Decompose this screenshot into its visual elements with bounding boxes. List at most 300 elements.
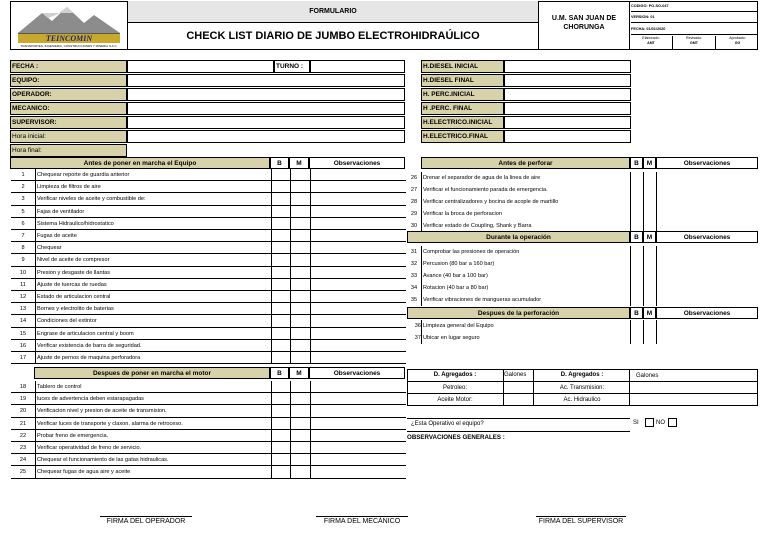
col-m-header: M (643, 231, 656, 243)
h-diesel-final-label: H.DIESEL FINAL (421, 74, 504, 87)
item-b-check[interactable] (630, 294, 643, 306)
item-number: 32 (410, 261, 418, 267)
approval-revisado (673, 36, 716, 49)
list-item (407, 196, 758, 208)
hora-final-label: Hora final: (10, 144, 127, 157)
item-observation[interactable] (310, 393, 406, 404)
item-number: 30 (410, 223, 418, 229)
item-observation[interactable] (310, 328, 406, 339)
agregado-petroleo-value[interactable] (504, 382, 534, 394)
elaborado-value: AMT (647, 41, 655, 45)
fecha-field[interactable] (127, 60, 274, 73)
item-text: Verificar vibraciones de mangueras acumulador (421, 294, 630, 306)
col-b-header: B (270, 157, 289, 169)
formulario-label: FORMULARIO (128, 1, 538, 23)
item-m-check[interactable] (643, 246, 656, 258)
signature-mecanico-label: FIRMA DEL MECÁNICO (323, 518, 401, 525)
item-number: 14 (19, 318, 27, 325)
col-m-header: M (643, 307, 656, 319)
item-m-check[interactable] (643, 172, 656, 184)
item-number: 22 (19, 432, 27, 439)
item-observation[interactable] (310, 291, 406, 302)
item-text: luces de advertencia deben estarapagadas (35, 393, 271, 404)
item-m-check[interactable] (290, 454, 310, 465)
list-item (11, 405, 406, 417)
item-observation[interactable] (656, 172, 758, 184)
agregado-hidraulico-value[interactable] (630, 394, 758, 406)
h-electrico-final-field[interactable] (504, 130, 631, 143)
item-text: Fajas de ventilador (35, 206, 271, 217)
si-checkbox[interactable] (645, 418, 654, 427)
item-b-check[interactable] (630, 184, 643, 196)
item-number: 29 (410, 211, 418, 217)
h-diesel-inicial-label: H.DIESEL INICIAL (421, 60, 504, 73)
item-observation[interactable] (310, 230, 406, 241)
list-item (407, 258, 758, 270)
item-m-check[interactable] (290, 393, 310, 404)
item-observation[interactable] (310, 218, 406, 229)
item-b-check[interactable] (271, 267, 290, 278)
unit-name (539, 14, 629, 32)
agregado-hidraulico-label: Ac. Hidraulico (563, 397, 601, 403)
observaciones-generales-label: OBSERVACIONES GENERALES : (407, 431, 630, 442)
item-m-check[interactable] (290, 254, 310, 265)
agregados-header-right: D. Agregados : (534, 369, 630, 382)
item-b-check[interactable] (630, 196, 643, 208)
list-item (11, 230, 406, 242)
list-item (11, 418, 406, 430)
item-text: Verificar operatividad de freno de servicio. (35, 442, 271, 453)
item-number: 1 (21, 172, 25, 178)
item-number: 31 (410, 249, 418, 255)
col-m-header: M (289, 157, 309, 169)
item-text: Avance (40 bar a 100 bar) (421, 270, 630, 282)
item-b-check[interactable] (271, 303, 290, 314)
item-text: Verificacion nivel y presion de aceite de transmision. (35, 405, 271, 416)
item-b-check[interactable] (271, 442, 290, 453)
item-observation[interactable] (310, 442, 406, 453)
item-b-check[interactable] (271, 230, 290, 241)
agregado-aceite-motor-label: Aceite Motor: (407, 394, 504, 406)
company-name: TEINCOMIN (18, 34, 120, 43)
item-number: 17 (19, 355, 27, 361)
item-number: 16 (19, 342, 27, 349)
signature-supervisor-label: FIRMA DEL SUPERVISOR (538, 518, 624, 525)
signature-line-mecanico (316, 516, 408, 517)
aprobado-label: Aprobado: (729, 36, 746, 40)
list-item (407, 320, 758, 332)
list-item (11, 181, 406, 193)
item-b-check[interactable] (630, 208, 643, 220)
item-number: 21 (19, 420, 27, 427)
h-diesel-inicial-field[interactable] (504, 60, 631, 73)
col-b-header: B (630, 157, 643, 169)
approval-elaborado (630, 36, 673, 49)
item-m-check[interactable] (290, 442, 310, 453)
list-item (407, 270, 758, 282)
col-m-header: M (643, 157, 656, 169)
agregado-transmision-value[interactable] (630, 382, 758, 394)
operador-field[interactable] (127, 88, 405, 101)
galones-right: Galones (630, 369, 758, 382)
list-item (11, 393, 406, 405)
operador-label: OPERADOR: (10, 88, 127, 101)
item-number: 34 (410, 285, 418, 291)
item-m-check[interactable] (290, 279, 310, 290)
item-b-check[interactable] (271, 393, 290, 404)
list-item (11, 442, 406, 454)
item-observation[interactable] (310, 242, 406, 253)
equipo-field[interactable] (127, 74, 405, 87)
item-text: Probar freno de emergencia. (35, 430, 271, 441)
item-b-check[interactable] (271, 279, 290, 290)
section-before-start-title: Antes de poner en marcha el Equipo (10, 157, 270, 169)
supervisor-label: SUPERVISOR: (10, 116, 127, 129)
item-observation[interactable] (656, 258, 758, 270)
item-b-check[interactable] (271, 193, 290, 204)
item-observation[interactable] (310, 405, 406, 416)
logo (12, 3, 126, 49)
item-b-check[interactable] (630, 172, 643, 184)
signature-line-supervisor (536, 516, 626, 517)
item-number: 25 (19, 469, 27, 476)
no-checkbox[interactable] (668, 418, 677, 427)
elaborado-label: Elaborado: (642, 36, 660, 40)
list-item (11, 454, 406, 466)
item-number: 13 (19, 306, 27, 313)
hora-inicial-field[interactable] (127, 130, 405, 143)
galones-left: Galones (504, 369, 534, 382)
item-text: Chequear reporte de guardia anterior (35, 169, 271, 180)
col-obs-header: Observaciones (656, 307, 758, 319)
company-tagline: TRANSPORTES, INGENIERIA, CONSTRUCCIONES Y MINERIA S.A.C. (20, 44, 118, 48)
item-observation[interactable] (656, 246, 758, 258)
list-item (407, 294, 758, 306)
item-text: Engrase de articulacion central y boom (35, 328, 271, 339)
item-text: Chequear fugas de agua aire y aceite (35, 466, 271, 477)
list-item (407, 172, 758, 184)
list-item (11, 254, 406, 266)
item-b-check[interactable] (630, 320, 643, 332)
list-item (11, 466, 406, 478)
item-text: Estado de articulacion central (35, 291, 271, 302)
section-after-start-title: Despues de poner en marcha el motor (34, 367, 270, 379)
item-text: Verificar estado de Coupling, Shank y Barra (421, 220, 630, 232)
item-b-check[interactable] (271, 169, 290, 180)
list-item (11, 381, 406, 393)
item-b-check[interactable] (271, 218, 290, 229)
item-text: Chequear el funcionamiento de las gatas hidraulicas. (35, 454, 271, 465)
list-item (407, 282, 758, 294)
item-text: Percusion (80 bar a 160 bar) (421, 258, 630, 270)
list-item (407, 208, 758, 220)
item-m-check[interactable] (643, 294, 656, 306)
item-b-check[interactable] (271, 405, 290, 416)
item-text: Verificar existencia de barra de seguridad. (35, 340, 271, 351)
col-obs-header: Observaciones (656, 231, 758, 243)
item-observation[interactable] (656, 270, 758, 282)
item-m-check[interactable] (643, 320, 656, 332)
item-m-check[interactable] (643, 184, 656, 196)
agregado-aceite-motor-value[interactable] (504, 394, 534, 406)
item-number: 10 (19, 269, 27, 276)
col-obs-header: Observaciones (656, 157, 758, 169)
item-m-check[interactable] (290, 315, 310, 326)
item-m-check[interactable] (290, 267, 310, 278)
h-electrico-inicial-field[interactable] (504, 116, 631, 129)
item-m-check[interactable] (290, 242, 310, 253)
item-b-check[interactable] (630, 332, 643, 344)
observaciones-generales-field[interactable] (407, 443, 758, 481)
list-item (11, 218, 406, 230)
item-observation[interactable] (310, 466, 406, 477)
section-during-title: Durante la operación (407, 231, 630, 243)
item-b-check[interactable] (271, 328, 290, 339)
item-text: Ajuste de pernos de maquina perforadora (35, 352, 271, 363)
item-text: Limpieza general del Equipo (421, 320, 630, 332)
item-m-check[interactable] (643, 258, 656, 270)
item-b-check[interactable] (630, 270, 643, 282)
item-number: 20 (19, 408, 27, 415)
supervisor-field[interactable] (127, 116, 405, 129)
item-b-check[interactable] (630, 258, 643, 270)
item-b-check[interactable] (630, 282, 643, 294)
item-observation[interactable] (310, 181, 406, 192)
turno-field[interactable] (310, 60, 405, 73)
item-number: 33 (410, 273, 418, 279)
item-m-check[interactable] (290, 169, 310, 180)
item-text: Condiciones del extintor (35, 315, 271, 326)
item-m-check[interactable] (290, 418, 310, 429)
list-item (11, 291, 406, 303)
signature-operador-label: FIRMA DEL OPERADOR (106, 518, 186, 525)
no-label: NO (656, 420, 665, 426)
agregado-petroleo-label: Petroleo: (407, 382, 504, 394)
si-label: SI (633, 420, 639, 426)
item-number: 37 (414, 335, 421, 341)
item-number: 15 (19, 330, 27, 337)
item-text: Verificar centralizadores y bocina de acople de martillo (421, 196, 630, 208)
item-observation[interactable] (310, 418, 406, 429)
item-number: 35 (410, 297, 418, 303)
unit-line-2: CHORUNGA (563, 24, 605, 31)
list-item (407, 246, 758, 258)
section-before-drill-title: Antes de perforar (421, 157, 630, 169)
item-observation[interactable] (656, 208, 758, 220)
list-item (11, 169, 406, 181)
item-m-check[interactable] (643, 270, 656, 282)
col-obs-header: Observaciones (309, 367, 405, 379)
item-m-check[interactable] (290, 193, 310, 204)
unit-line-1: U.M. SAN JUAN DE (551, 15, 617, 22)
item-number: 19 (19, 396, 27, 403)
h-diesel-final-field[interactable] (504, 74, 631, 87)
doc-meta-box (629, 1, 758, 50)
item-text: Tablero de control (35, 381, 271, 392)
item-b-check[interactable] (271, 242, 290, 253)
agregados-header-left: D. Agregados : (407, 369, 504, 382)
aprobado-value: GG (734, 41, 741, 45)
item-m-check[interactable] (290, 328, 310, 339)
item-number: 28 (410, 199, 418, 205)
list-item (11, 267, 406, 279)
signature-line-operador (100, 516, 192, 517)
item-observation[interactable] (656, 294, 758, 306)
agregado-transmision-label: Ac. Transmision: (534, 382, 630, 394)
mecanico-field[interactable] (127, 102, 405, 115)
item-number: 11 (20, 281, 26, 288)
list-item (407, 332, 758, 344)
item-b-check[interactable] (271, 340, 290, 351)
list-item (11, 340, 406, 352)
item-observation[interactable] (310, 193, 406, 204)
list-item (11, 352, 406, 364)
item-b-check[interactable] (271, 291, 290, 302)
form-title: CHECK LIST DIARIO DE JUMBO ELECTROHIDRAÚLICO (186, 30, 480, 42)
item-number: 5 (21, 208, 25, 215)
item-m-check[interactable] (643, 282, 656, 294)
item-b-check[interactable] (271, 430, 290, 441)
col-b-header: B (630, 231, 643, 243)
item-text: Verificar niveles de aceite y combustible de: (35, 193, 271, 204)
doc-date: FECHA: 01/01/2020 (631, 23, 758, 35)
section-after-drill-title: Despues de la perforación (407, 307, 630, 319)
revisado-label: Revisado: (686, 36, 702, 40)
item-observation[interactable] (310, 430, 406, 441)
list-item (11, 206, 406, 218)
item-m-check[interactable] (290, 381, 310, 392)
item-number: 24 (19, 457, 27, 464)
item-b-check[interactable] (271, 466, 290, 477)
item-b-check[interactable] (271, 352, 290, 363)
item-text: Sistema Hidraulico/hidrostatico (35, 218, 271, 229)
item-text: Verificar la broca de perforacion (421, 208, 630, 220)
h-perc-inicial-field[interactable] (504, 88, 631, 101)
item-observation[interactable] (310, 267, 406, 278)
col-m-header: M (289, 367, 309, 379)
item-observation[interactable] (310, 254, 406, 265)
item-b-check[interactable] (271, 181, 290, 192)
approval-aprobado (716, 36, 759, 49)
item-number: 8 (21, 245, 25, 252)
item-text: Rotacion (40 bar a 80 bar) (421, 282, 630, 294)
h-perc-inicial-label: H. PERC.INICIAL (421, 88, 504, 101)
item-number: 26 (410, 175, 418, 181)
item-text: Limpieza de filtros de aire (35, 181, 271, 192)
item-text: Ubicar en lugar seguro (421, 332, 630, 344)
doc-code: CODIGO: PO-SO-047 (631, 2, 758, 12)
item-text: Verificar el funcionamiento parada de emergencia. (421, 184, 630, 196)
h-electrico-final-label: H.ELECTRICO.FINAL (421, 130, 504, 143)
item-text: Fugas de aceite (35, 230, 271, 241)
item-observation[interactable] (310, 315, 406, 326)
h-perc-final-field[interactable] (504, 102, 631, 115)
operative-question: ¿Esta Operativo el equipo? (407, 418, 630, 429)
item-observation[interactable] (656, 332, 758, 344)
item-observation[interactable] (310, 352, 406, 363)
item-m-check[interactable] (290, 181, 310, 192)
list-item (11, 328, 406, 340)
turno-label: TURNO : (274, 60, 310, 73)
item-m-check[interactable] (290, 466, 310, 477)
item-observation[interactable] (310, 340, 406, 351)
item-text: Bornes y electrolito de baterias (35, 303, 271, 314)
item-observation[interactable] (656, 320, 758, 332)
item-observation[interactable] (310, 454, 406, 465)
equipo-label: EQUIPO: (10, 74, 127, 87)
item-number: 7 (21, 233, 25, 239)
item-text: Comprobar las presiones de operación (421, 246, 630, 258)
h-perc-final-label: H .PERC. FINAL (421, 102, 504, 115)
item-text: Presion y desgaste de llantas (35, 267, 271, 278)
item-text: Ajuste de tuercas de ruedas (35, 279, 271, 290)
item-m-check[interactable] (290, 218, 310, 229)
item-m-check[interactable] (643, 208, 656, 220)
fecha-label: FECHA : (10, 60, 127, 73)
hora-inicial-label: Hora inicial: (10, 130, 127, 143)
col-obs-header: Observaciones (309, 157, 405, 169)
item-number: 9 (21, 257, 25, 264)
item-observation[interactable] (310, 381, 406, 392)
item-m-check[interactable] (643, 332, 656, 344)
item-text: Nivel de aceite de compresor (35, 254, 271, 265)
item-text: Verificar luces de transporte y claxon, alarma de retroceso. (35, 418, 271, 429)
item-b-check[interactable] (271, 206, 290, 217)
col-b-header: B (630, 307, 643, 319)
item-b-check[interactable] (271, 254, 290, 265)
item-b-check[interactable] (271, 315, 290, 326)
doc-version: VERSIÓN: 01 (631, 12, 758, 23)
item-b-check[interactable] (271, 381, 290, 392)
list-item (11, 242, 406, 254)
item-m-check[interactable] (290, 340, 310, 351)
item-observation[interactable] (656, 282, 758, 294)
item-m-check[interactable] (290, 303, 310, 314)
item-number: 27 (410, 187, 418, 193)
list-item (11, 303, 406, 315)
item-observation[interactable] (310, 206, 406, 217)
item-text: Drenar el separador de agua de la linea de aire (421, 172, 630, 184)
item-number: 23 (19, 445, 27, 451)
item-m-check[interactable] (290, 206, 310, 217)
revisado-value: GMT (690, 41, 698, 45)
item-m-check[interactable] (290, 405, 310, 416)
item-observation[interactable] (310, 303, 406, 314)
item-b-check[interactable] (271, 454, 290, 465)
item-number: 18 (19, 384, 27, 390)
list-item (11, 315, 406, 327)
item-observation[interactable] (656, 184, 758, 196)
h-electrico-inicial-label: H.ELECTRICO.INICIAL (421, 116, 504, 129)
item-observation[interactable] (310, 169, 406, 180)
item-m-check[interactable] (290, 430, 310, 441)
item-b-check[interactable] (271, 418, 290, 429)
item-observation[interactable] (656, 196, 758, 208)
item-observation[interactable] (310, 279, 406, 290)
list-item (11, 193, 406, 205)
col-b-header: B (270, 367, 289, 379)
item-m-check[interactable] (290, 352, 310, 363)
item-number: 36 (414, 323, 421, 329)
list-item (407, 184, 758, 196)
mecanico-label: MECANICO: (10, 102, 127, 115)
item-b-check[interactable] (630, 246, 643, 258)
item-number: 12 (19, 294, 27, 300)
list-item (11, 279, 406, 291)
item-m-check[interactable] (643, 196, 656, 208)
item-m-check[interactable] (290, 230, 310, 241)
item-m-check[interactable] (290, 291, 310, 302)
